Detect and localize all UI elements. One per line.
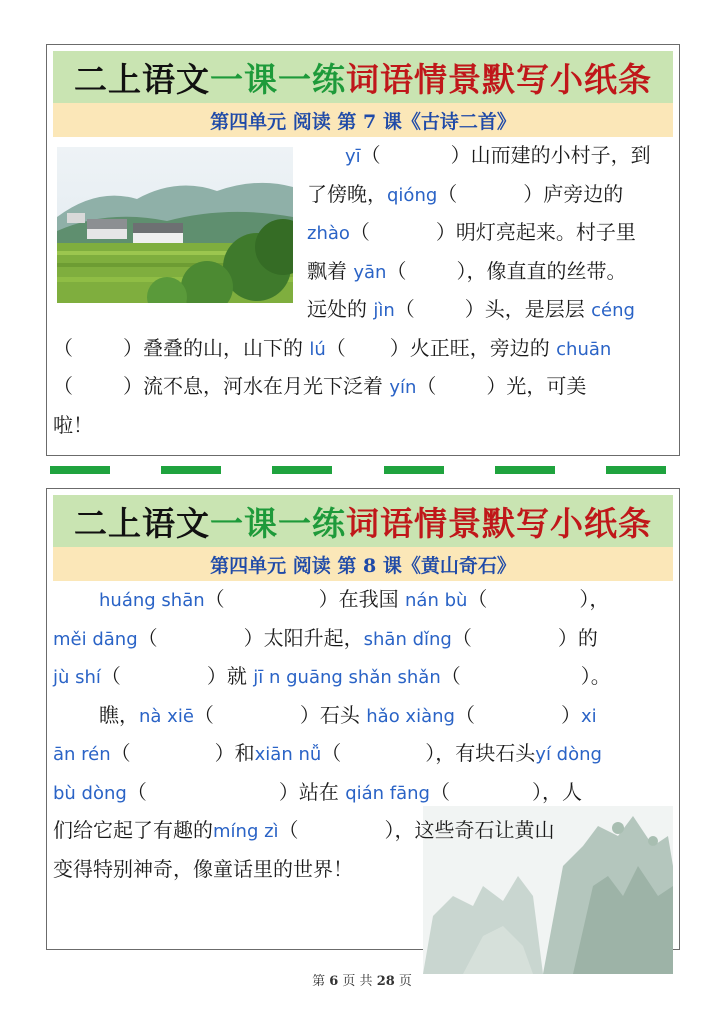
- pinyin-prompt: měi dāng: [53, 628, 138, 650]
- passage-text: 们给它起了有趣的: [53, 818, 213, 842]
- card-title: [53, 51, 673, 103]
- passage-text: 叠叠的山，山下的: [143, 335, 303, 360]
- passage-line: 飘着 yān（ ），像直直的丝带。: [307, 258, 627, 283]
- pinyin-prompt: yī: [345, 146, 361, 167]
- passage-line: bù dòng（ ）站在 qián fāng（ ），人: [53, 779, 582, 804]
- pinyin-prompt: jī n guāng shǎn shǎn: [253, 667, 441, 688]
- passage-line: měi dāng（ ）太阳升起，shān dǐng（ ）的: [53, 625, 598, 650]
- passage-line: 远处的 jìn（ ）头，是层层 céng: [307, 297, 635, 321]
- passage-text: ，有块石头: [435, 741, 536, 765]
- passage-text: 站在: [298, 779, 339, 804]
- passage-line: （ ）叠叠的山，山下的 lú（ ）火正旺，旁边的 chuān: [53, 335, 612, 360]
- passage-text: ，: [589, 587, 610, 611]
- pinyin-prompt: hǎo xiàng: [366, 705, 455, 727]
- title-part-grade: 二上语文: [74, 503, 210, 543]
- pinyin-prompt: qióng: [387, 184, 438, 206]
- passage-text: 远处的: [307, 297, 367, 321]
- passage-line: yī（ ）山而建的小村子，到: [345, 143, 651, 167]
- pinyin-prompt: céng: [591, 300, 635, 321]
- passage-text: 的: [577, 625, 598, 650]
- passage-line: zhào（ ）明灯亮起来。村子里: [307, 220, 636, 244]
- passage-text: ，这些奇石让黄山: [394, 818, 555, 842]
- passage-text: 了傍晚，: [307, 181, 387, 206]
- title-part-series: 一课一练: [210, 503, 346, 543]
- footer-text: 第: [312, 974, 326, 989]
- pinyin-prompt: xiān nǚ: [254, 744, 322, 765]
- pinyin-prompt: jìn: [373, 300, 395, 321]
- passage-text: 头，是层层: [484, 297, 585, 321]
- title-part-topic: 词语情景默写小纸条: [346, 503, 652, 543]
- pinyin-prompt: yín: [389, 377, 417, 398]
- exercise-passage: [53, 137, 673, 444]
- title-part-grade: 二上语文: [74, 59, 210, 99]
- passage-text: 瞧，: [99, 702, 139, 727]
- exercise-passage: [53, 581, 673, 888]
- passage-text: 啦！: [53, 412, 93, 437]
- passage-text: ，像直直的丝带。: [466, 258, 627, 283]
- passage-line: （ ）流不息，河水在月光下泛着 yín（ ）光，可美: [53, 374, 587, 398]
- pinyin-prompt: nà xiē: [139, 705, 194, 727]
- passage-line: 瞧，nà xiē（ ）石头 hǎo xiàng（ ）xi: [99, 702, 597, 727]
- passage-text: 在我国: [338, 587, 399, 611]
- passage-text: 庐旁边的: [543, 181, 624, 206]
- passage-text: 山而建的小村子，到: [470, 143, 651, 167]
- divider-dash: [50, 466, 110, 474]
- passage-text: 飘着: [307, 258, 347, 283]
- pinyin-prompt: huáng shān: [99, 590, 205, 611]
- divider-dash: [606, 466, 666, 474]
- pinyin-prompt: nán bù: [405, 590, 468, 611]
- pinyin-prompt: yān: [353, 261, 387, 283]
- divider-dash: [272, 466, 332, 474]
- pinyin-prompt: qián fāng: [345, 782, 430, 804]
- divider-dash: [495, 466, 555, 474]
- passage-text: 。: [590, 664, 611, 688]
- footer-text: 页: [398, 974, 412, 989]
- card-title: [53, 495, 673, 547]
- passage-text: ，人: [541, 779, 582, 804]
- passage-text: 流不息，河水在月光下泛着: [143, 374, 383, 398]
- passage-text: 明灯亮起来。村子里: [455, 220, 636, 244]
- footer-text: 页 共: [342, 974, 373, 989]
- pinyin-prompt: yí dòng: [535, 744, 602, 765]
- passage-line: [53, 851, 673, 889]
- lesson-subtitle: 第四单元 阅读 第 8 课《黄山奇石》: [53, 547, 673, 581]
- passage-line: 了傍晚，qióng（ ）庐旁边的: [307, 181, 624, 206]
- passage-text: 变得特别神奇，像童话里的世界！: [53, 856, 353, 881]
- passage-text: 太阳升起，: [263, 625, 364, 650]
- passage-text: 光，可美: [506, 374, 587, 398]
- passage-line: huáng shān（ ）在我国 nán bù（ ），: [99, 587, 610, 611]
- divider-dash: [161, 466, 221, 474]
- pinyin-prompt: xi: [580, 705, 597, 727]
- total-page-count: 28: [376, 974, 395, 989]
- passage-line: ān rén（ ）和xiān nǚ（ ），有块石头yí dòng: [53, 741, 602, 765]
- pinyin-prompt: chuān: [556, 338, 612, 360]
- passage-line: [53, 407, 673, 445]
- lesson-subtitle: 第四单元 阅读 第 7 课《古诗二首》: [53, 103, 673, 137]
- green-dashed-divider: [50, 466, 666, 474]
- pinyin-prompt: shān dǐng: [363, 628, 452, 650]
- pinyin-prompt: zhào: [307, 223, 350, 244]
- title-part-series: 一课一练: [210, 59, 346, 99]
- pinyin-prompt: ān rén: [53, 744, 111, 765]
- pinyin-prompt: lú: [309, 338, 326, 360]
- worksheet-card-2: [46, 488, 680, 950]
- passage-line: 们给它起了有趣的míng zì（ ），这些奇石让黄山: [53, 818, 555, 842]
- page-footer: [0, 970, 724, 989]
- pinyin-prompt: bù dòng: [53, 782, 127, 804]
- title-part-topic: 词语情景默写小纸条: [346, 59, 652, 99]
- passage-text: 石头: [319, 702, 360, 727]
- passage-text: 就: [226, 664, 247, 688]
- pinyin-prompt: míng zì: [213, 821, 279, 842]
- passage-text: 火正旺，旁边的: [409, 335, 550, 360]
- passage-text: 和: [234, 741, 255, 765]
- divider-dash: [384, 466, 444, 474]
- current-page-number: 6: [329, 974, 339, 989]
- pinyin-prompt: jù shí: [53, 667, 101, 688]
- passage-line: jù shí（ ）就 jī n guāng shǎn shǎn（ ）。: [53, 664, 611, 688]
- worksheet-card-1: [46, 44, 680, 456]
